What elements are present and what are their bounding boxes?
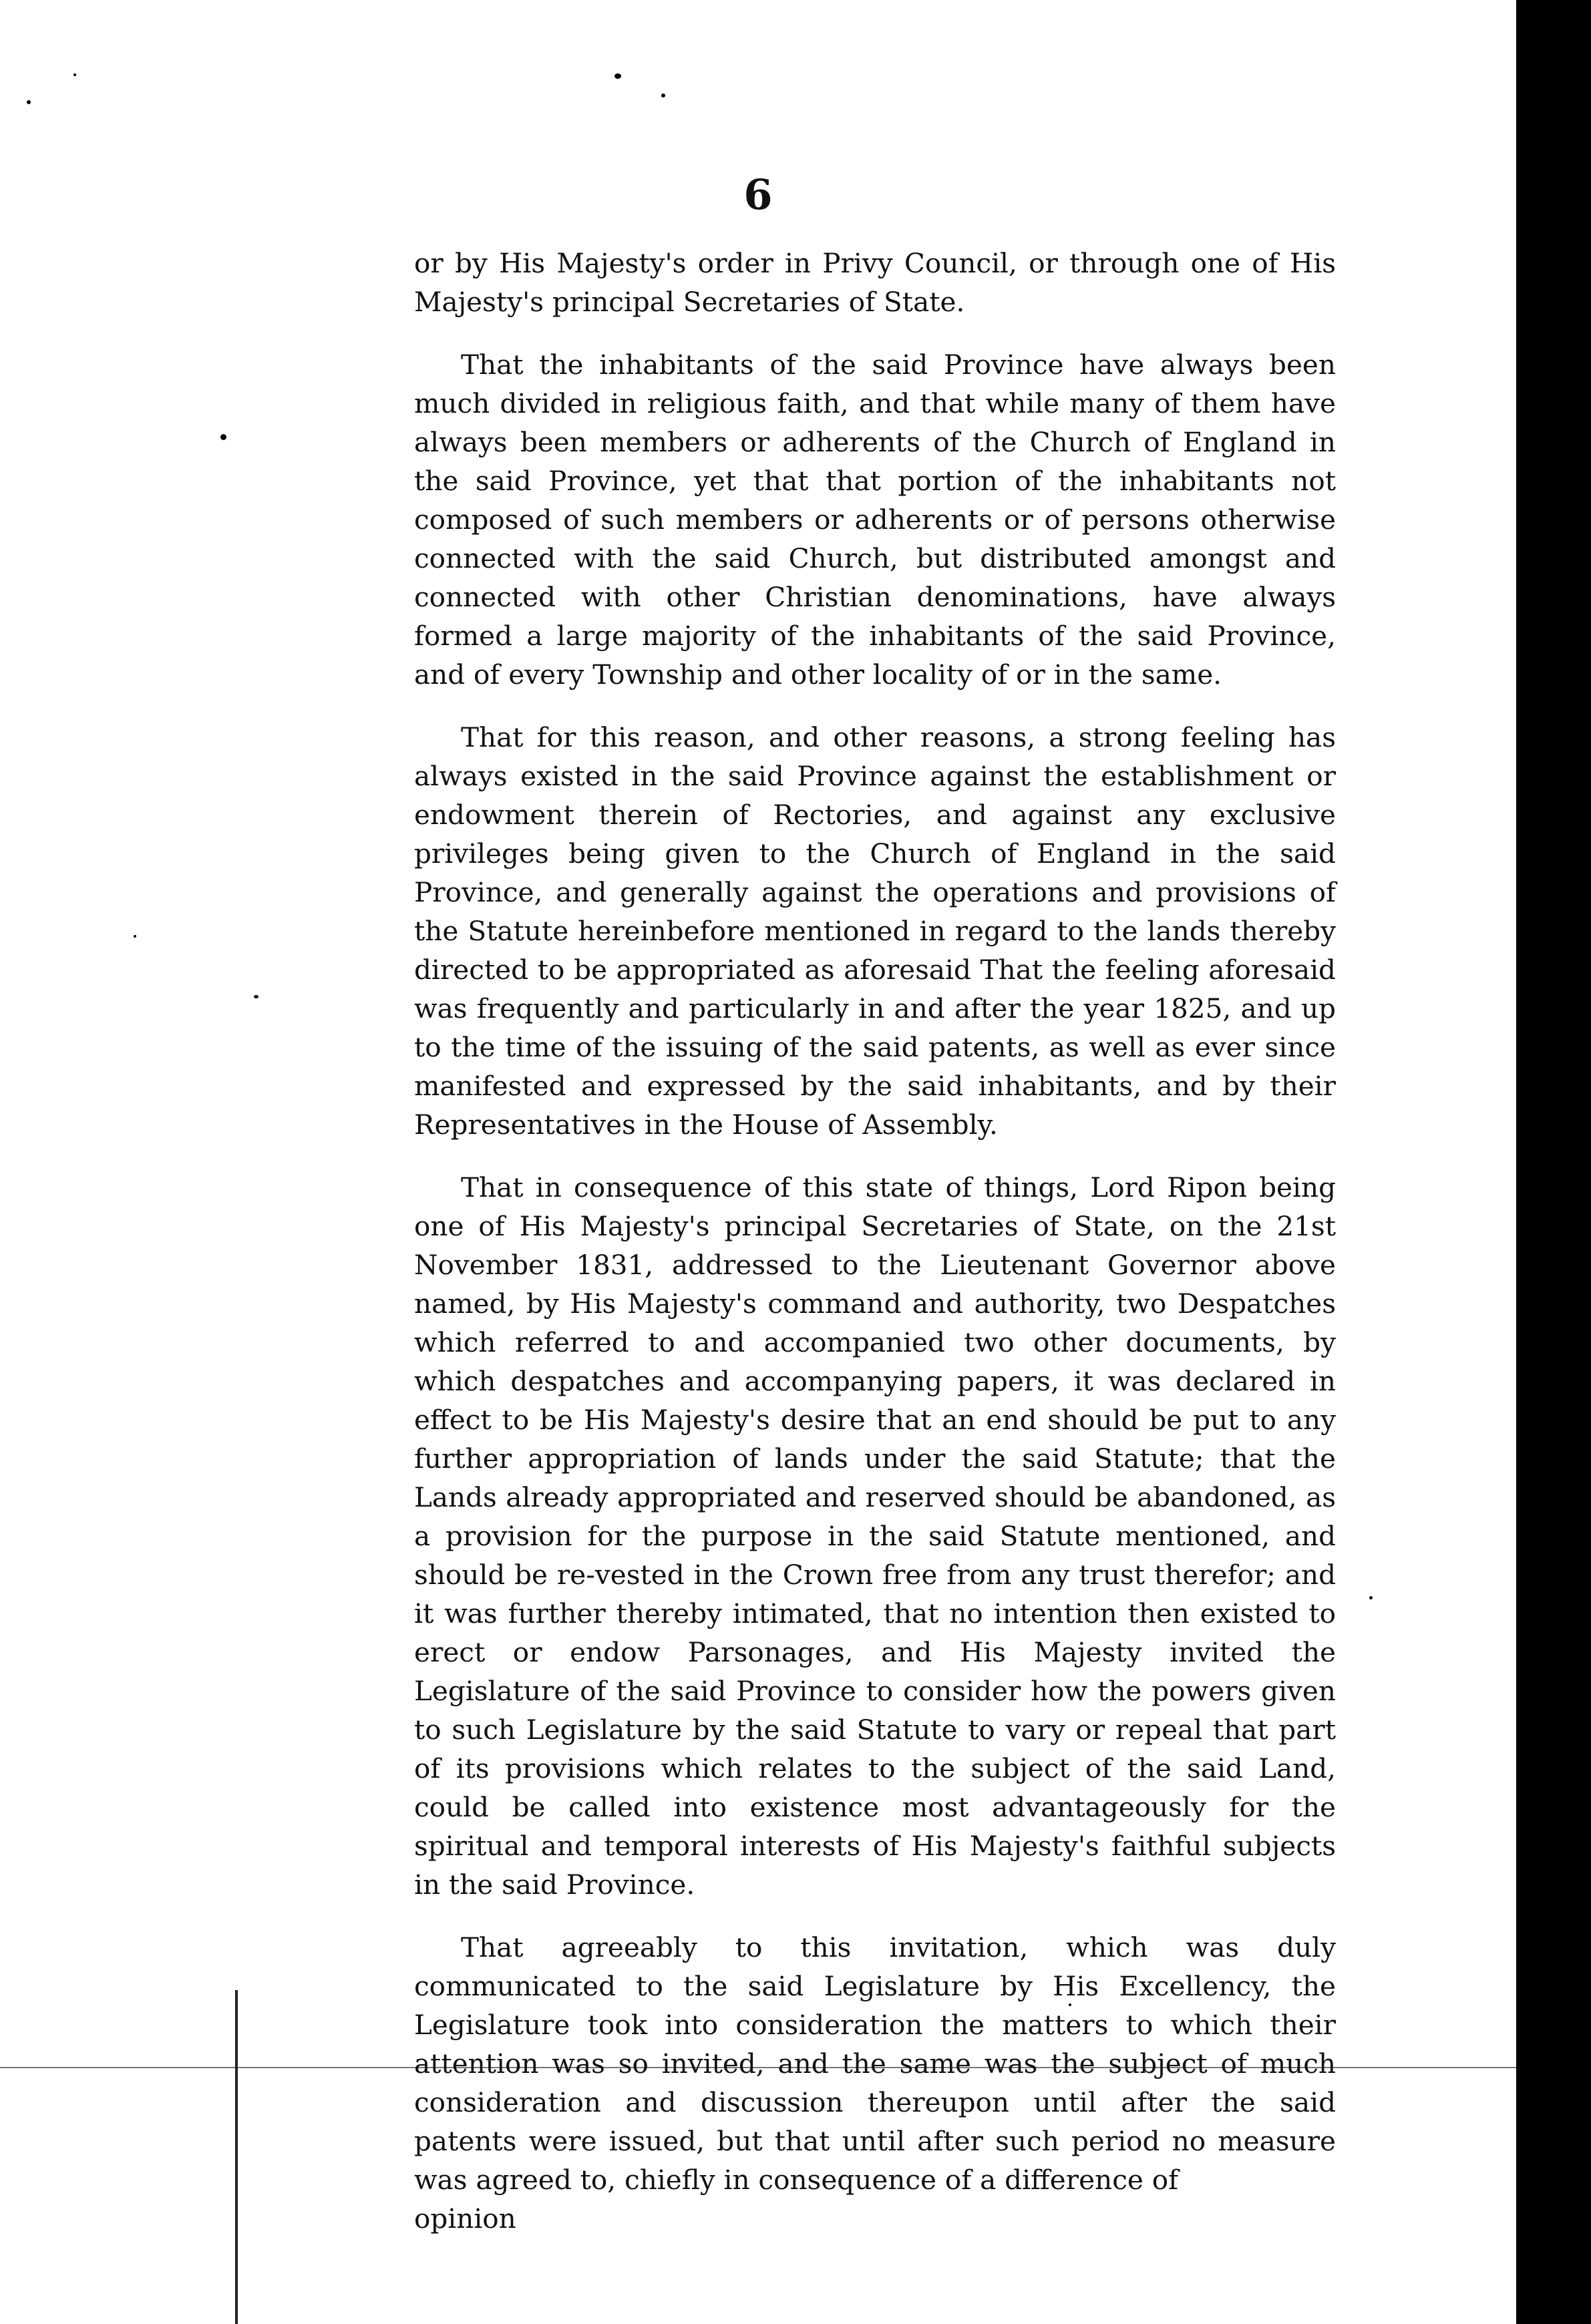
paragraph-5: That agreeably to this invitation, which was duly communicated to the said Legislature by His Excellency, the Legislature took into consideration the matters to which their attention was so invited, and the same was the subject of much consideration and discussion thereupon until after the said patents were issued, but that until after such period no measure was agreed to, chiefly in consequence of a difference of — [414, 1931, 1336, 2196]
paragraph-2: That the inhabitants of the said Province have always been much divided in religious faith, and that while many of them have always been members or adherents of the Church of England in the said Province, yet that that portion of the inhabitants not composed of such members or adherents or of persons otherwise connected with the said Church, but distributed amongst and connected with other Christian denominations, have always formed a large majority of the inhabitants of the said Province, and of every Township and other locality of or in the same. — [414, 349, 1336, 691]
paragraph-1: or by His Majesty's order in Privy Council, or through one of His Majesty's principal Secretaries of State. — [414, 247, 1336, 318]
margin-line — [235, 1990, 238, 2324]
catchword: opinion — [414, 2202, 516, 2235]
paragraph-3: That for this reason, and other reasons, a strong feeling has always existed in the said Province against the establishment or endowment therein of Rectories, and against any exclusive privileges being given to the Church of England in the said Province, and generally against the operations and provisions of the Statute hereinbefore mentioned in regard to the lands thereby directed to be appropriated as aforesaid That the feeling aforesaid was frequently and particularly in and after the year 1825, and up to the time of the issuing of the said patents, as well as ever since manifested and expressed by the said inhabitants, and by their Representatives in the House of Assembly. — [414, 721, 1336, 1141]
body-text — [414, 244, 1336, 2262]
scan-border — [1516, 0, 1591, 2324]
paragraph-4: That in consequence of this state of things, Lord Ripon being one of His Majesty's principal Secretaries of State, on the 21st November 1831, addressed to the Lieutenant Governor above named, by His Majesty's command and authority, two Despatches which referred to and accompanied two other documents, by which despatches and accompanying papers, it was declared in effect to be His Majesty's desire that an end should be put to any further appropriation of lands under the said Statute; that the Lands already appropriated and reserved should be abandoned, as a provision for the purpose in the said Statute mentioned, and should be re-vested in the Crown free from any trust therefor; and it was further thereby intimated, that no intention then existed to erect or endow Parsonages, and His Majesty invited the Legislature of the said Province to consider how the powers given to such Legislature by the said Statute to vary or repeal that part of its provisions which relates to the subject of the said Land, could be called into existence most advantageously for the spiritual and temporal interests of His Majesty's faithful subjects in the said Province. — [414, 1171, 1336, 1901]
page-number: 6 — [743, 170, 773, 219]
